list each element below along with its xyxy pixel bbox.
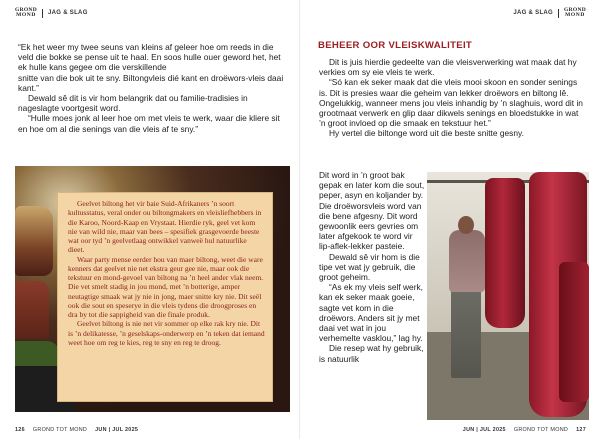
biltong-piece	[15, 281, 49, 339]
hanging-carcass	[485, 178, 525, 328]
section-heading: BEHEER OOR VLEISKWALITEIT	[318, 40, 473, 51]
paragraph: “Só kan ek seker maak dat die vleis mooi skoon en sonder senings is. Dit is presies waar die geheim van lekker droëwors en biltong lê. Ongelukkig, wanneer mens jou vleis inhandig by ’n slaghuis, word dit in grootmaat verwerk en glip daar dikwels senings en bloedstukke in wat ’n groot invloed op die smaak en tekstuur het.”	[319, 77, 583, 129]
sidebar-box	[57, 192, 273, 402]
right-body-text-narrow	[319, 170, 425, 364]
logo-word-top: GROND	[564, 7, 586, 13]
hanging-carcass	[559, 262, 589, 402]
page-number: 127	[576, 427, 586, 433]
section-label: JAG & SLAG	[513, 10, 554, 16]
sidebar-paragraph: Geelvet biltong het vir baie Suid-Afrikaners ’n soort kultusstatus, veral onder ou biltongmakers en vleisliefhebbers in die Karoo, Noord-Kaap en Vrystaat. Hierdie ryk, geel vet kom nie van wild nie, maar van bees – spesifiek grasgevoerde beeste wat oor tyd ’n geelvetlaag ontwikkel vanweë hul natuurlike dieet.	[68, 199, 262, 255]
right-body-text-wide	[319, 57, 587, 139]
paragraph: Dewald sê dit is vir hom belangrik dat ou familie-tradisies in nageslagte voortgesit word.	[18, 93, 248, 114]
paragraph: snitte van die bok uit te sny. Biltongvleis dié kant en droëwors-vleis daai kant.”	[18, 72, 284, 93]
issue-date: JUN | JUL 2025	[95, 427, 139, 433]
sidebar-paragraph: Waar party mense eerder hou van maer biltong, weet die ware kenners dat geelvet nie net ekstra geur gee nie, maar ook die tekstuur en mond-gevoel van biltong na ’n heel ander vlak neem. Die vet smelt stadig in jou mond, met ’n botterige, amper neutagtige smaak wat jy nie in jong, maer snitte kry nie. Dit seël ook die sout en speserye in die vleis tydens die droogproses en dra by tot die sappigheid van die finale produk.	[68, 254, 264, 319]
paragraph: Hy vertel die biltonge word uit die beste snitte gesny.	[329, 128, 524, 139]
sidebar-paragraph: Geelvet biltong is nie net vir sommer op elke rak kry nie. Dit is ’n delikatesse, ’n geselskaps-onderwerp en ’n teken dat iemand weet hoe om reg te kies, reg te sny en reg te droog.	[68, 319, 265, 347]
page-number: 126	[15, 427, 25, 433]
right-page-footer	[463, 427, 586, 433]
magazine-name: GROND TOT MOND	[32, 427, 88, 433]
person-legs	[451, 290, 481, 378]
magazine-logo	[564, 8, 586, 18]
left-page-footer	[15, 427, 138, 433]
paragraph: “As ek my vleis self werk, kan ek seker maak goeie, sagte vet kom in die droëwors. Anders sit jy met daai vet wat in jou verhemelte vasklou,” lag hy.	[319, 282, 424, 344]
paragraph: “Ek het weer my twee seuns van kleins af geleer hoe om reeds in die veld die bokke se pense uit te haal. En soos hulle ouer geword het, het ek hulle kans gegee om die verskillende	[18, 42, 281, 73]
garnish	[15, 341, 59, 369]
logo-word-bottom: MOND	[565, 12, 585, 18]
issue-date: JUN | JUL 2025	[462, 427, 506, 433]
left-page-header	[15, 8, 88, 18]
paragraph: Dewald sê vir hom is die tipe vet wat jy gebruik, die groot geheim.	[319, 251, 420, 283]
left-body-text	[18, 42, 284, 134]
paragraph: “Hulle moes jonk al leer hoe om met vleis te werk, waar die kliere sit en hoe om al die senings van die vleis af te sny.”	[18, 113, 280, 134]
paragraph: Die resep wat hy gebruik, is natuurlik	[319, 343, 424, 364]
sidebar-text	[68, 199, 265, 347]
magazine-logo	[15, 8, 37, 18]
header-divider	[42, 9, 43, 18]
section-label: JAG & SLAG	[47, 10, 88, 16]
paragraph: Dit word in ’n groot bak gepak en later kom die sout, peper, asyn en koljander by. Die droëworsvleis word van die bene afgesny. Dit word gewoonlik eers gevries om later afgekook te word vir lip-aflek-lekker pasteie.	[319, 170, 425, 252]
logo-word-top: GROND	[15, 7, 37, 13]
right-page-header	[513, 8, 586, 18]
header-divider	[558, 9, 559, 18]
person-head	[458, 216, 474, 234]
magazine-name: GROND TOT MOND	[513, 427, 569, 433]
paragraph: Dit is juis hierdie gedeelte van die vleisverwerking wat maak dat hy verkies om sy eie vleis te werk.	[319, 57, 577, 78]
logo-word-bottom: MOND	[16, 12, 36, 18]
right-page	[300, 0, 600, 439]
person-torso	[449, 230, 485, 292]
butchery-photo	[427, 172, 589, 420]
biltong-piece	[15, 206, 53, 276]
